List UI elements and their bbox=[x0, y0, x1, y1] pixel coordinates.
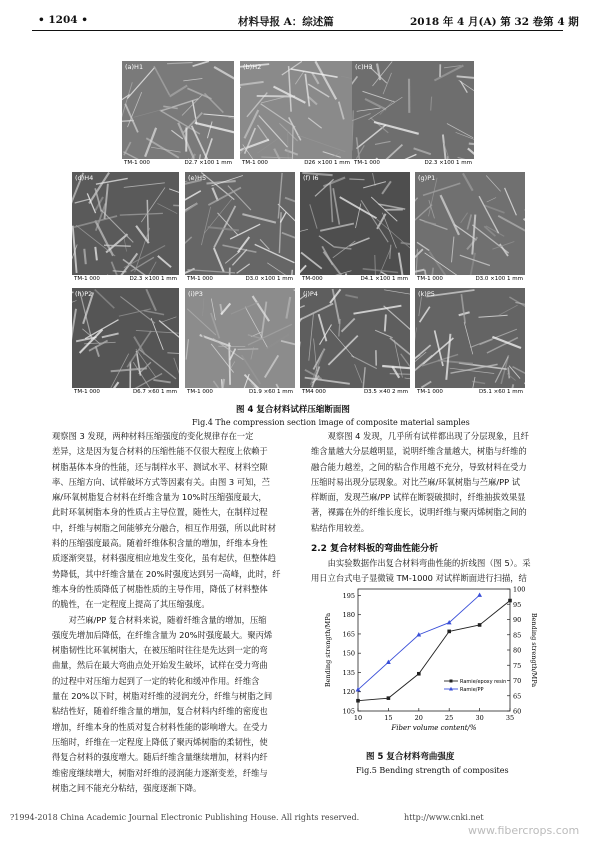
text-line: 由实验数据作出复合材料弯曲性能的折线图（图 5）。采 bbox=[311, 558, 531, 568]
data-point-epoxy bbox=[447, 630, 451, 634]
text-line: 量在 20%以下时，树脂对纤维的浸润充分，纤维与树脂之间 bbox=[52, 691, 273, 702]
data-point-epoxy bbox=[387, 696, 391, 700]
sem-panel-label: (f) I6 bbox=[303, 174, 319, 182]
sem-magnification-label: D2.3 ×100 1 mm bbox=[424, 160, 472, 166]
text-line: 中，纤维与树脂之间能够充分融合，相互作用强，所以此时材 bbox=[52, 522, 277, 533]
issue-info: 2018 年 4 月(A) 第 32 卷第 4 期 bbox=[410, 16, 579, 28]
sem-panel-label: (e)H5 bbox=[188, 174, 207, 182]
y-left-axis-label: Bending strength/MPa bbox=[324, 612, 332, 688]
text-line: 用日立台式电子显微镜 TM-1000 对试样断面进行扫描，结 bbox=[311, 573, 527, 584]
watermark-text: www.fibercrops.com bbox=[468, 824, 580, 837]
sem-scale-bar bbox=[300, 275, 410, 284]
figure5-caption-cn: 图 5 复合材料弯曲强度 bbox=[366, 752, 455, 762]
text-line: 的脆性，在一定程度上提高了其压缩强度。 bbox=[52, 599, 210, 610]
text-line: 著，裸露在外的纤维长度长，说明纤维与聚丙烯树脂之间的 bbox=[311, 507, 527, 518]
sem-scale-bar bbox=[185, 388, 295, 397]
y-left-tick-label: 135 bbox=[342, 668, 355, 677]
journal-title: 材料导报 A：综述篇 bbox=[238, 16, 334, 28]
text-line: 维密度继续增大，树脂对纤维的浸润能力逐渐变差，纤维与 bbox=[52, 767, 268, 778]
text-line: 对苎麻/PP 复合材料来说，随着纤维含量的增加，压缩 bbox=[52, 614, 267, 625]
right-column-text bbox=[311, 429, 551, 536]
data-point-epoxy bbox=[356, 699, 360, 703]
sem-scale-bar bbox=[122, 159, 234, 168]
sem-panel bbox=[240, 61, 352, 168]
text-line: 树脂韧性比环氧树脂大，在被压缩时往往是先达到一定的弯 bbox=[52, 645, 268, 656]
legend-label: Ramie/epoxy resin bbox=[460, 679, 507, 685]
cnki-url[interactable]: http://www.cnki.net bbox=[404, 813, 484, 822]
text-line: 差异，这是因为复合材料的压缩性能不仅很大程度上依赖于 bbox=[52, 446, 268, 457]
text-line: 得复合材料的强度增大。随后纤维含量继续增加，材料内纤 bbox=[52, 752, 268, 763]
data-point-epoxy bbox=[508, 599, 512, 603]
text-line: 的过程中对压缩力起到了一定的转化和缓冲作用。纤维含 bbox=[52, 675, 260, 686]
sem-magnification-label: D3.0 ×100 1 mm bbox=[245, 276, 293, 282]
left-column-text bbox=[52, 429, 297, 796]
page-number: • 1204 • bbox=[38, 14, 88, 26]
sem-instrument-label: TM4 000 bbox=[302, 389, 326, 395]
sem-panel bbox=[415, 288, 525, 397]
sem-magnification-label: D4.1 ×100 1 mm bbox=[360, 276, 408, 282]
sem-magnification-label: D26 ×100 1 mm bbox=[304, 160, 350, 166]
text-line: 粘结性好，随着纤维含量的增加，复合材料内纤维的密度也 bbox=[52, 706, 268, 717]
y-right-tick-label: 100 bbox=[513, 585, 526, 594]
text-line: 曲量，然后在最大弯曲点处开始发生破坏，试样在受力弯曲 bbox=[52, 660, 268, 671]
y-left-tick-label: 150 bbox=[342, 649, 355, 658]
text-line: 强度先增加后降低，在纤维含量为 20%时强度最大。聚丙烯 bbox=[52, 629, 273, 640]
sem-magnification-label: D1.9 ×60 1 mm bbox=[248, 389, 293, 395]
sem-panel-label: (g)P1 bbox=[418, 174, 436, 182]
sem-scale-bar bbox=[72, 275, 179, 284]
legend-label: Ramie/PP bbox=[460, 687, 484, 693]
data-point-pp bbox=[477, 593, 482, 597]
text-line: 压缩时易出现分层现象。对比苎麻/环氧树脂与苎麻/PP 试 bbox=[311, 476, 521, 487]
text-line: 质逐渐突显，材料强度相应地发生变化，虽有起伏，但整体趋 bbox=[52, 553, 277, 564]
copyright-footer: ?1994-2018 China Academic Journal Electronic Publishing House. All rights reserved. bbox=[10, 813, 360, 822]
x-tick-label: 20 bbox=[414, 714, 423, 722]
y-right-axis-label: Bending strength/MPa bbox=[530, 612, 538, 688]
text-line: 增加，纤维本身的性质对复合材料性能的影响增大。在受力 bbox=[52, 721, 268, 732]
y-left-tick-label: 105 bbox=[342, 707, 355, 716]
sem-panel bbox=[352, 61, 474, 168]
sem-instrument-label: TM-1 000 bbox=[417, 276, 443, 282]
y-right-tick-label: 80 bbox=[513, 646, 522, 655]
y-right-tick-label: 85 bbox=[513, 631, 522, 640]
y-left-tick-label: 165 bbox=[342, 630, 355, 639]
text-line: 维本身的性质降低了树脂性质的主导作用，降低了材料整体 bbox=[52, 583, 268, 594]
sem-scale-bar bbox=[185, 275, 295, 284]
sem-scale-bar bbox=[352, 159, 474, 168]
data-point-epoxy bbox=[478, 623, 482, 627]
text-line: 树脂基体本身的性能，还与制样水平、测试水平、材料空隙 bbox=[52, 461, 268, 472]
y-left-tick-label: 180 bbox=[342, 611, 355, 620]
sem-panel-label: (k)P5 bbox=[418, 290, 435, 298]
x-axis-label: Fiber volume content/% bbox=[391, 724, 477, 732]
figure4-caption-en: Fig.4 The compression section image of composite material samples bbox=[192, 418, 470, 427]
figure4-caption-cn: 图 4 复合材料试样压缩断面图 bbox=[236, 405, 350, 415]
sem-magnification-label: D5.1 ×60 1 mm bbox=[478, 389, 523, 395]
y-right-tick-label: 95 bbox=[513, 600, 522, 609]
y-left-tick-label: 120 bbox=[342, 688, 355, 697]
sem-magnification-label: D3.0 ×100 1 mm bbox=[475, 276, 523, 282]
text-line: 树脂之间不能充分粘结，强度逐渐下降。 bbox=[52, 782, 202, 793]
section-heading: 2.2 复合材料板的弯曲性能分析 bbox=[311, 544, 439, 554]
sem-magnification-label: D2.7 ×100 1 mm bbox=[184, 160, 232, 166]
sem-magnification-label: D6.7 ×60 1 mm bbox=[132, 389, 177, 395]
sem-scale-bar bbox=[72, 388, 179, 397]
sem-instrument-label: TM-1 000 bbox=[124, 160, 150, 166]
sem-panel-label: (i)P3 bbox=[188, 290, 203, 298]
sem-instrument-label: TM-1 000 bbox=[74, 389, 100, 395]
sem-panel bbox=[300, 288, 410, 397]
sem-panel bbox=[185, 288, 295, 397]
sem-panel bbox=[122, 61, 234, 168]
sem-scale-bar bbox=[300, 388, 410, 397]
sem-instrument-label: TM-1 000 bbox=[74, 276, 100, 282]
x-tick-label: 15 bbox=[384, 714, 393, 722]
sem-panel bbox=[72, 172, 179, 284]
text-line: 压缩时，纤维在一定程度上降低了聚丙烯树脂的柔韧性，使 bbox=[52, 736, 268, 747]
text-line: 势降低，其中纤维含量在 20%时强度达到另一高峰，此时，纤 bbox=[52, 568, 281, 579]
text-line: 观察图 3 发现，两种材料压缩强度的变化规律存在一定 bbox=[52, 431, 254, 441]
sem-panel bbox=[185, 172, 295, 284]
sem-panel-label: (b)H2 bbox=[243, 63, 262, 71]
y-left-tick-label: 195 bbox=[342, 591, 355, 600]
figure5-chart bbox=[318, 583, 548, 745]
x-tick-label: 25 bbox=[445, 714, 454, 722]
text-line: 麻/环氧树脂复合材料在纤维含量为 10%时压缩强度最大， bbox=[52, 492, 267, 503]
sem-scale-bar bbox=[240, 159, 352, 168]
sem-instrument-label: TM-1 000 bbox=[187, 276, 213, 282]
series-line-epoxy bbox=[358, 601, 510, 701]
text-line: 样断面，发现苎麻/PP 试样在断裂破损时，纤维抽拔效果显 bbox=[311, 492, 526, 503]
sem-panel-label: (d)H4 bbox=[75, 174, 94, 182]
y-right-tick-label: 70 bbox=[513, 677, 522, 685]
text-line: 维含量越大分层越明显，说明纤维含量越大，树脂与纤维的 bbox=[311, 446, 527, 457]
sem-scale-bar bbox=[415, 388, 525, 397]
sem-panel bbox=[300, 172, 410, 284]
sem-panel-label: (c)H3 bbox=[355, 63, 373, 71]
sem-instrument-label: TM-1 000 bbox=[242, 160, 268, 166]
y-right-tick-label: 60 bbox=[513, 707, 522, 716]
sem-panel bbox=[72, 288, 179, 397]
sem-instrument-label: TM-1 000 bbox=[417, 389, 443, 395]
legend-marker bbox=[450, 680, 453, 683]
sem-panel-label: (j)P4 bbox=[303, 290, 318, 298]
sem-scale-bar bbox=[415, 275, 525, 284]
sem-magnification-label: D2.3 ×100 1 mm bbox=[129, 276, 177, 282]
text-line: 融合能力越差，之间的粘合作用越不充分，导致材料在受力 bbox=[311, 461, 527, 472]
y-right-tick-label: 75 bbox=[513, 661, 522, 670]
sem-magnification-label: D3.5 ×40 2 mm bbox=[363, 389, 408, 395]
sem-instrument-label: TM-1 000 bbox=[187, 389, 213, 395]
text-line: 率、压缩方向、试样破坏方式等因素有关。由图 3 可知，苎 bbox=[52, 476, 270, 487]
data-point-epoxy bbox=[417, 672, 421, 676]
text-line: 粘结作用较差。 bbox=[311, 522, 370, 533]
text-line: 观察图 4 发现，几乎所有试样都出现了分层现象，且纤 bbox=[311, 431, 529, 441]
x-tick-label: 30 bbox=[475, 714, 484, 722]
figure5-caption-en: Fig.5 Bending strength of composites bbox=[356, 766, 509, 775]
sem-instrument-label: TM-000 bbox=[302, 276, 323, 282]
plot-frame bbox=[358, 589, 510, 711]
sem-panel-label: (a)H1 bbox=[125, 63, 144, 71]
sem-panel bbox=[415, 172, 525, 284]
header-rule bbox=[32, 30, 563, 31]
text-line: 此时环氧树脂本身的性质占主导位置，随性大，在制样过程 bbox=[52, 507, 268, 518]
sem-instrument-label: TM-1 000 bbox=[354, 160, 380, 166]
figure4-image-grid bbox=[74, 61, 523, 397]
right-column-text-2 bbox=[311, 556, 551, 587]
x-tick-label: 10 bbox=[353, 714, 363, 722]
y-right-tick-label: 65 bbox=[513, 692, 522, 701]
text-line: 料的压缩强度最高。随着纤维体积含量的增加，纤维本身性 bbox=[52, 538, 268, 549]
y-right-tick-label: 90 bbox=[513, 616, 522, 624]
x-tick-label: 35 bbox=[505, 714, 515, 722]
sem-panel-label: (h)P2 bbox=[75, 290, 93, 298]
